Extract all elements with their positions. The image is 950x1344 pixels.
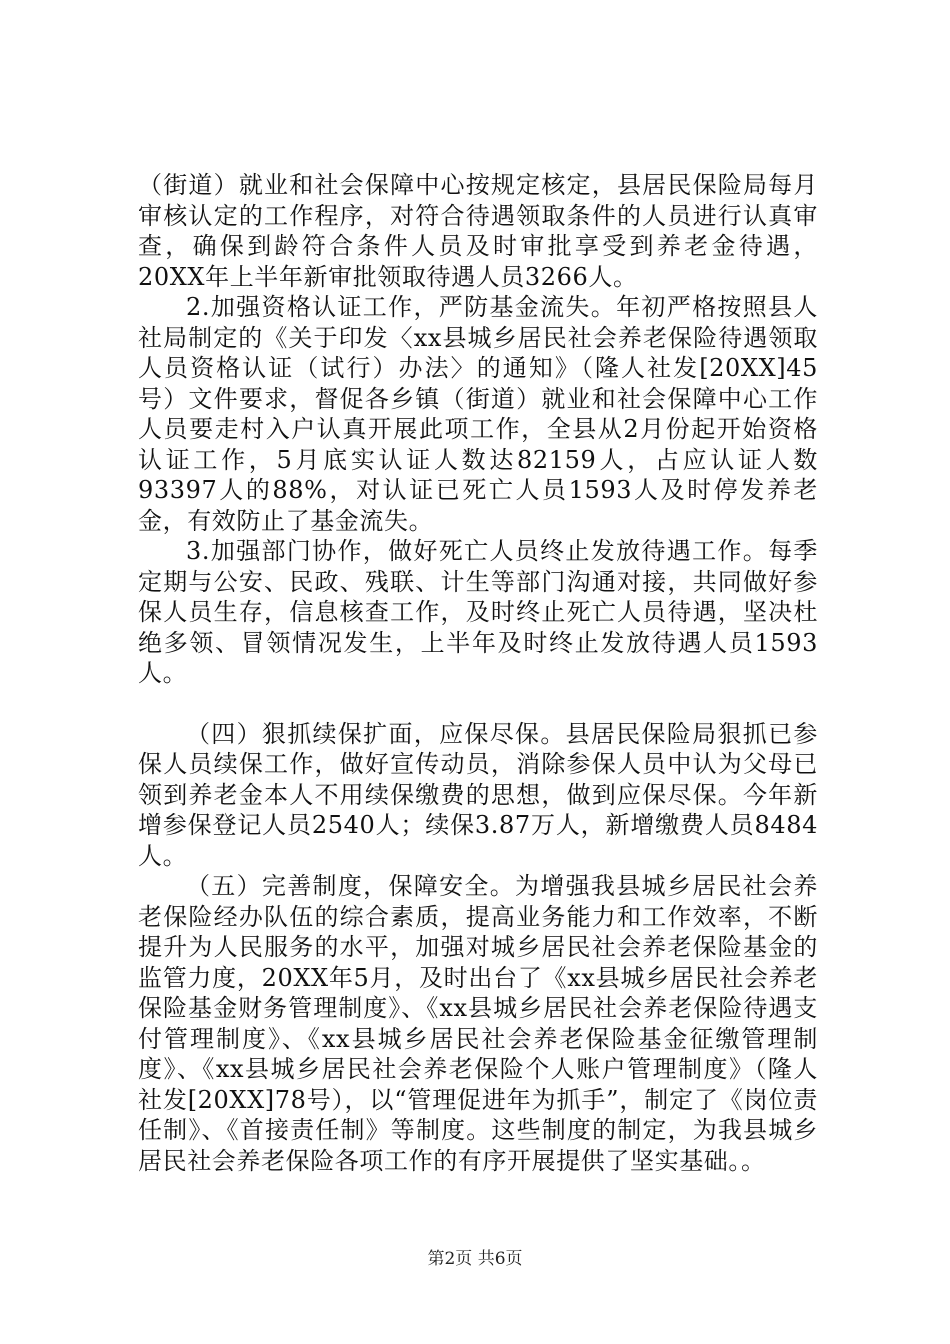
paragraph-section-five: （五）完善制度，保障安全。为增强我县城乡居民社会养老保险经办队伍的综合素质，提高业务能力和工作效率，不断提升为人民服务的水平，加强对城乡居民社会养老保险基金的监管力度，20XX年5月，及时出台了《xx县城乡居民社会养老保险基金财务管理制度》、《xx县城乡居民社会养老保险待遇支付管理制度》、《xx县城乡居民社会养老保险基金征缴管理制度》、《xx县城乡居民社会养老保险个人账户管理制度》（隆人社发[20XX]78号），以“管理促进年为抓手”，制定了《岗位责任制》、《首接责任制》等制度。这些制度的制定，为我县城乡居民社会养老保险各项工作的有序开展提供了坚实基础。。 — [138, 872, 818, 1175]
paragraph-qualification-certification: 2.加强资格认证工作，严防基金流失。年初严格按照县人社局制定的《关于印发〈xx县城乡居民社会养老保险待遇领取人员资格认证（试行）办法〉的通知》（隆人社发[20XX]45号）文件要求，督促各乡镇（街道）就业和社会保障中心工作人员要走村入户认真开展此项工作，全县从2月份起开始资格认证工作，5月底实认证人数达82159人，占应认证人数93397人的88%，对认证已死亡人员1593人及时停发养老金，有效防止了基金流失。 — [138, 293, 818, 535]
document-body — [138, 170, 818, 1176]
paragraph-department-cooperation: 3.加强部门协作，做好死亡人员终止发放待遇工作。每季定期与公安、民政、残联、计生等部门沟通对接，共同做好参保人员生存，信息核查工作，及时终止死亡人员待遇，坚决杜绝多领、冒领情况发生，上半年及时终止发放待遇人员1593人。 — [138, 537, 818, 687]
paragraph-continuation: （街道）就业和社会保障中心按规定核定，县居民保险局每月审核认定的工作程序，对符合待遇领取条件的人员进行认真审查，确保到龄符合条件人员及时审批享受到养老金待遇，20XX年上半年新审批领取待遇人员3266人。 — [138, 171, 818, 291]
page-footer: 第2页 共6页 — [427, 1249, 523, 1269]
paragraph-section-four: （四）狠抓续保扩面，应保尽保。县居民保险局狠抓已参保人员续保工作，做好宣传动员，消除参保人员中认为父母已领到养老金本人不用续保缴费的思想，做到应保尽保。今年新增参保登记人员2540人；续保3.87万人，新增缴费人员8484人。 — [138, 719, 818, 870]
